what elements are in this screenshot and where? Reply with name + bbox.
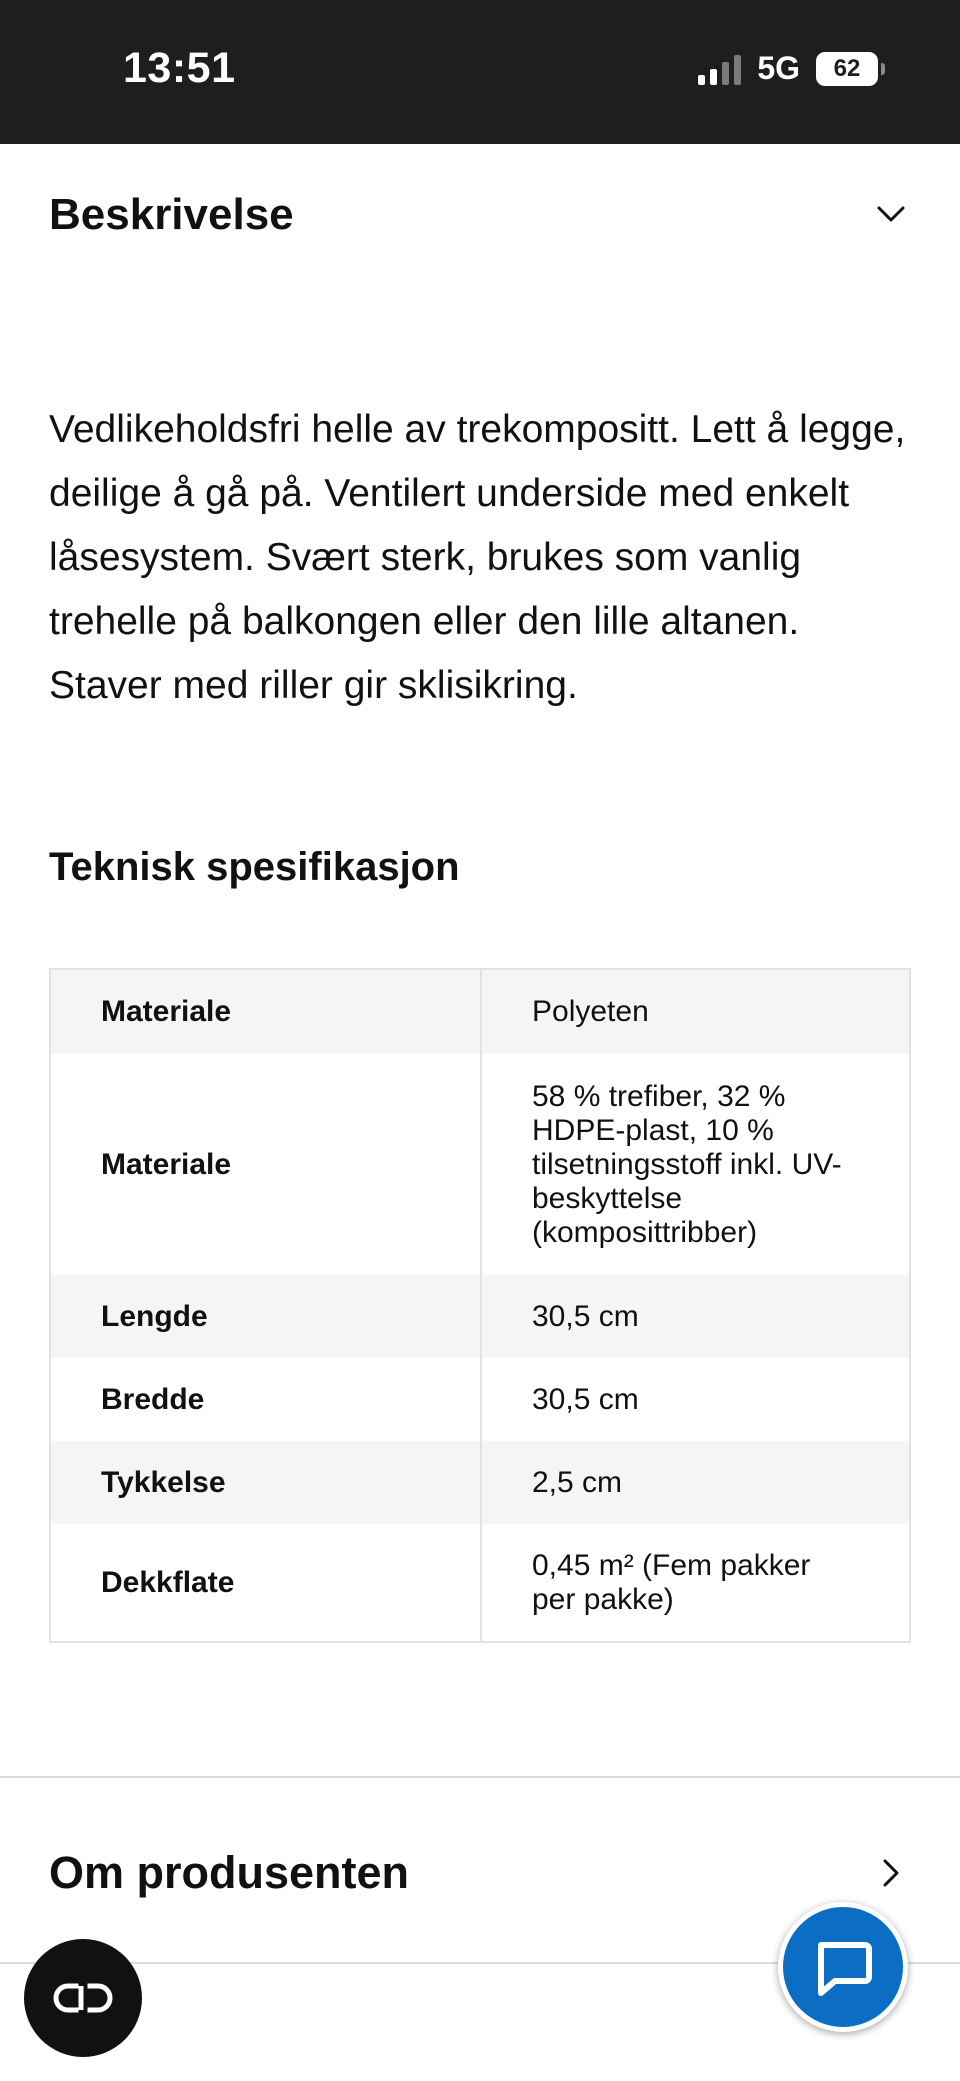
chat-button[interactable]	[778, 1902, 908, 2032]
spec-label: Lengde	[50, 1275, 481, 1358]
section-divider	[0, 1776, 960, 1778]
spec-label: Tykkelse	[50, 1441, 481, 1524]
description-section-header[interactable]	[49, 180, 911, 250]
status-indicators	[698, 50, 878, 87]
spec-value: 0,45 m² (Fem pakker per pakke)	[481, 1524, 910, 1642]
table-row	[50, 969, 910, 1054]
spec-title: Teknisk spesifikasjon	[49, 845, 460, 889]
battery-level: 62	[833, 54, 861, 82]
chevron-right-icon[interactable]	[871, 1853, 911, 1893]
status-bar	[0, 0, 960, 144]
spec-label: Bredde	[50, 1358, 481, 1441]
network-type: 5G	[757, 50, 800, 86]
spec-label: Materiale	[50, 969, 481, 1054]
spec-value: 30,5 cm	[481, 1358, 910, 1441]
table-row	[50, 1524, 910, 1642]
co-browse-icon	[51, 1978, 115, 2018]
status-time: 13:51	[123, 44, 236, 92]
spec-table	[49, 968, 911, 1643]
table-row	[50, 1054, 910, 1275]
co-browse-button[interactable]	[24, 1939, 142, 2057]
chevron-down-icon[interactable]	[871, 195, 911, 235]
about-manufacturer-title: Om produsenten	[49, 1847, 410, 1898]
product-description: Vedlikeholdsfri helle av trekompositt. Lett å legge, deilige å gå på. Ventilert underside med enkelt låsesystem. Svært sterk, brukes som vanlig trehelle på balkongen eller den lille altanen. Staver med riller gir sklisikring.	[49, 408, 906, 707]
spec-label: Dekkflate	[50, 1524, 481, 1642]
table-row	[50, 1441, 910, 1524]
table-row	[50, 1358, 910, 1441]
spec-value: 58 % trefiber, 32 % HDPE-plast, 10 % tilsetningsstoff inkl. UV-beskyttelse (komposittribber)	[481, 1054, 910, 1275]
spec-label: Materiale	[50, 1054, 481, 1275]
spec-value: 30,5 cm	[481, 1275, 910, 1358]
table-row	[50, 1275, 910, 1358]
description-title: Beskrivelse	[49, 190, 294, 239]
chat-bubble-icon	[809, 1933, 877, 2001]
about-manufacturer-link[interactable]	[49, 1838, 911, 1908]
spec-value: 2,5 cm	[481, 1441, 910, 1524]
signal-strength-icon	[698, 53, 741, 85]
spec-value: Polyeten	[481, 969, 910, 1054]
battery-icon	[816, 52, 878, 86]
